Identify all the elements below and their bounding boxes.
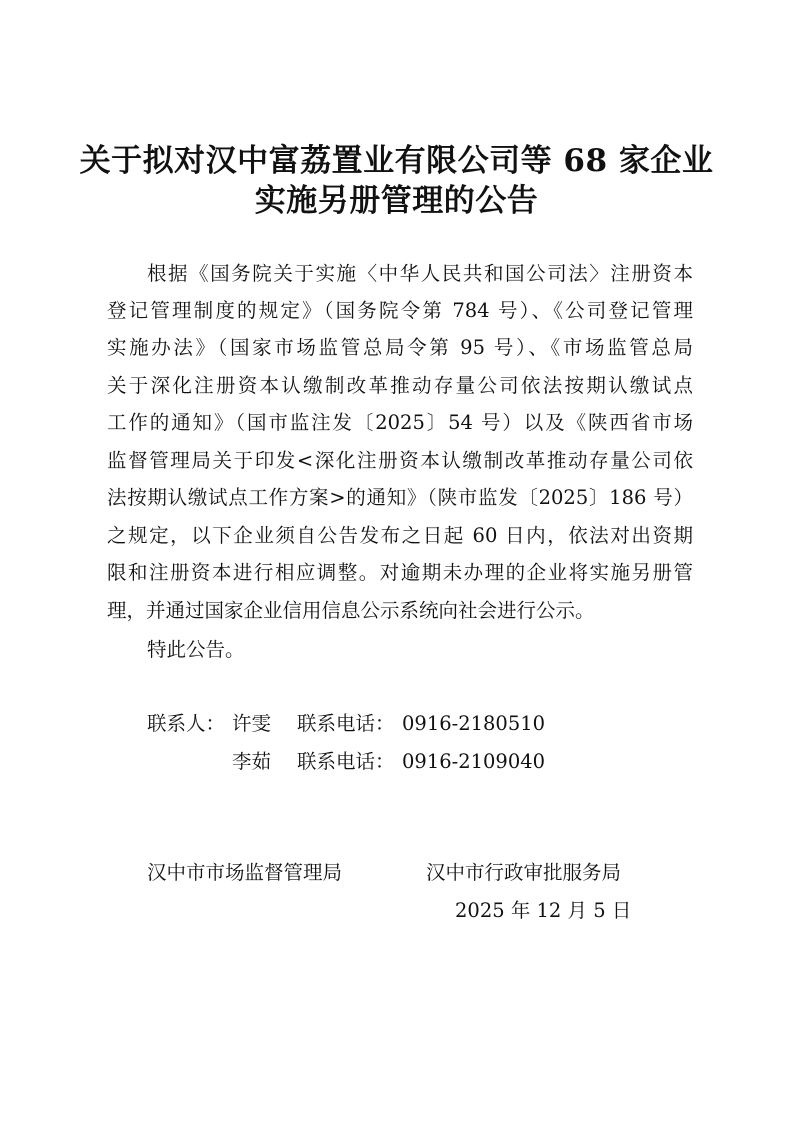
body-line-9: 限和注册资本进行相应调整。对逾期未办理的企业将实施另册管: [107, 561, 693, 584]
signature-date: 2025 年 12 月 5 日: [455, 899, 632, 922]
document-title-line2: 实施另册管理的公告: [254, 183, 539, 219]
body-line-10: 理，并通过国家企业信用信息公示系统向社会进行公示。: [107, 599, 595, 622]
body-line-5: 工作的通知》（国市监注发〔2025〕54 号）以及《陕西省市场: [107, 411, 693, 434]
body-line-8: 之规定，以下企业须自公告发布之日起 60 日内，依法对出资期: [107, 524, 693, 547]
contact-phone-label-2: 联系电话：: [297, 750, 395, 773]
body-line-6: 监督管理局关于印发<深化注册资本认缴制改革推动存量公司依: [107, 449, 693, 472]
contact-phone-label-1: 联系电话：: [297, 712, 395, 735]
contact-phone-2: 0916-2109040: [402, 750, 546, 773]
body-line-1: 根据《国务院关于实施〈中华人民共和国公司法〉注册资本: [147, 262, 693, 285]
contact-label: 联系人：: [147, 712, 226, 735]
contact-phone-1: 0916-2180510: [402, 712, 546, 735]
closing-text: 特此公告。: [147, 638, 245, 661]
body-line-2: 登记管理制度的规定》（国务院令第 784 号）、《公司登记管理: [107, 299, 693, 322]
signatory-agency-2: 汉中市行政审批服务局: [426, 861, 622, 884]
signatory-agency-1: 汉中市市场监督管理局: [147, 861, 343, 884]
document-title-line1: 关于拟对汉中富荔置业有限公司等 68 家企业: [79, 143, 714, 179]
body-line-4: 关于深化注册资本认缴制改革推动存量公司依法按期认缴试点: [107, 374, 693, 397]
contact-name-1: 许雯: [232, 712, 272, 735]
body-line-7: 法按期认缴试点工作方案>的通知》（陕市监发〔2025〕186 号）: [107, 486, 693, 509]
body-line-3: 实施办法》（国家市场监管总局令第 95 号）、《市场监管总局: [107, 336, 693, 359]
contact-name-2: 李茹: [232, 750, 272, 773]
